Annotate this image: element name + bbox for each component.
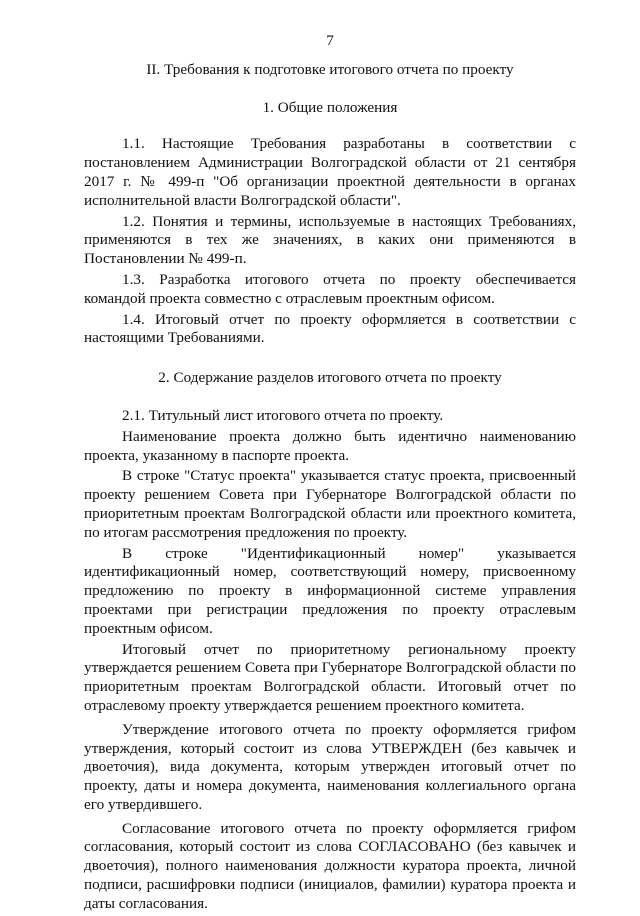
paragraph-1-2: 1.2. Понятия и термины, используемые в настоящих Требованиях, применяются в тех же значениях, в каких они применяются в Постановлении № 499-п. (84, 212, 576, 268)
section-title: II. Требования к подготовке итогового отчета по проекту (146, 60, 514, 78)
subsection-title-contents: 2. Содержание разделов итогового отчета по проекту (158, 369, 502, 387)
paragraph-1-1: 1.1. Настоящие Требования разработаны в соответствии с постановлением Администрации Волгоградской области от 21 сентября 2017 г. № 499-п "Об организации проектной деятельности в органах исполнительной власти Волгоградской области". (84, 135, 576, 209)
paragraph-project-status: В строке "Статус проекта" указывается статус проекта, присвоенный проекту решением Совета при Губернаторе Волгоградской области по приоритетным проектам Волгоградской области или проектного комитета, по итогам рассмотрения предложения по проекту. (84, 467, 576, 541)
paragraph-approval-stamp: Утверждение итогового отчета по проекту оформляется грифом утверждения, который состоит из слова УТВЕРЖДЕН (без кавычек и двоеточия), вида документа, которым утвержден итоговый отчет по проекту, даты и номера документа, наименования коллегиального органа его утвердившего. (84, 720, 576, 813)
paragraph-1-4: 1.4. Итоговый отчет по проекту оформляется в соответствии с настоящими Требованиями. (84, 310, 576, 347)
subsection-title-general: 1. Общие положения (262, 98, 398, 116)
paragraph-agreement-stamp: Согласование итогового отчета по проекту оформляется грифом согласования, который состоит из слова СОГЛАСОВАНО (без кавычек и двоеточия), полного наименования должности куратора проекта, личной подписи, расшифровки подписи (инициалов, фамилии) куратора проекта и даты согласования. (84, 819, 576, 912)
page-number: 7 (326, 32, 334, 49)
document-page (84, 32, 576, 916)
paragraph-report-approval-body: Итоговый отчет по приоритетному региональному проекту утверждается решением Совета при Губернаторе Волгоградской области по приоритетным проектам Волгоградской области. Итоговый отчет по отраслевому проекту утверждается решением проектного комитета. (84, 640, 576, 714)
paragraph-project-name: Наименование проекта должно быть идентично наименованию проекта, указанному в паспорте проекта. (84, 427, 576, 464)
paragraph-2-1: 2.1. Титульный лист итогового отчета по проекту. (122, 406, 444, 424)
paragraph-1-3: 1.3. Разработка итогового отчета по проекту обеспечивается командой проекта совместно с отраслевым проектным офисом. (84, 270, 576, 307)
paragraph-identification-number: В строке "Идентификационный номер" указывается идентификационный номер, соответствующий номеру, присвоенному предложению по проекту в информационной системе управления проектами при регистрации предложения по проекту отраслевым проектным офисом. (84, 544, 576, 637)
